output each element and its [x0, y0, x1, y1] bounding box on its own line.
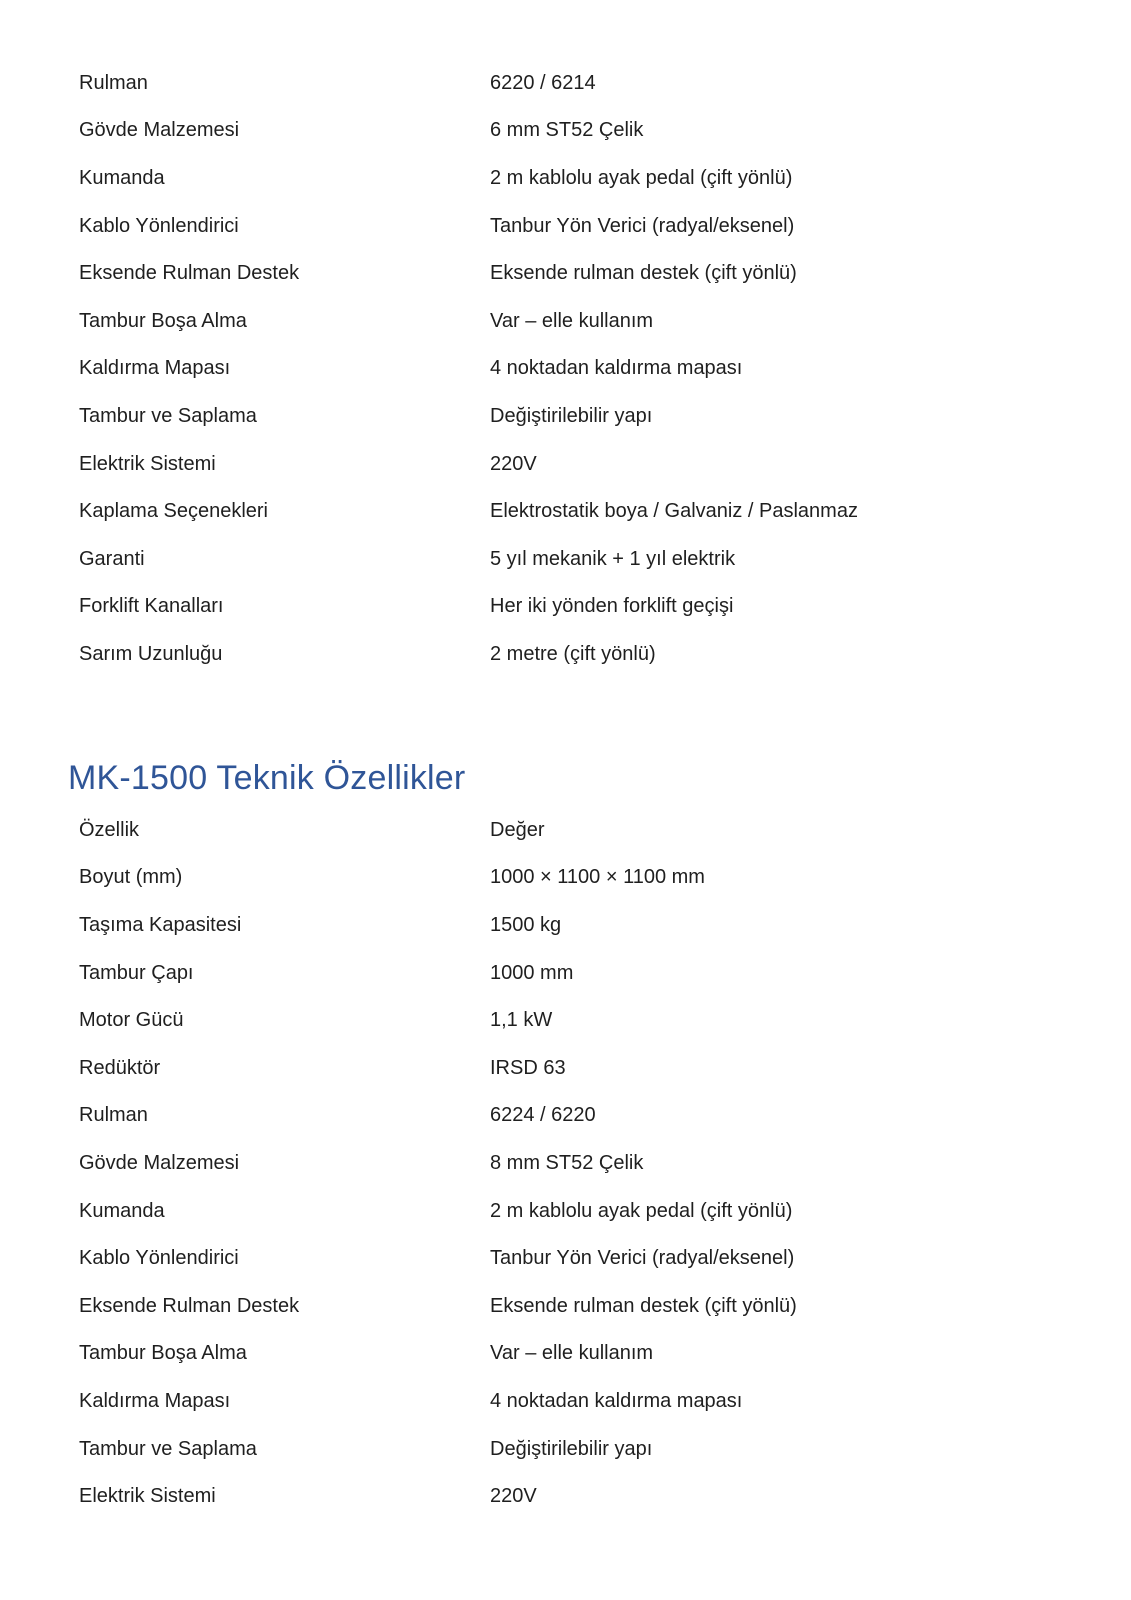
spec-label: Elektrik Sistemi — [79, 1485, 216, 1508]
table-row — [79, 901, 1059, 949]
spec-label: Rulman — [79, 71, 148, 94]
spec-label: Boyut (mm) — [79, 866, 183, 889]
table-row — [79, 154, 1059, 202]
spec-value: 4 noktadan kaldırma mapası — [490, 1389, 743, 1412]
spec-value: 1,1 kW — [490, 1009, 553, 1032]
spec-value: 1500 kg — [490, 913, 562, 936]
spec-value: 1000 × 1100 × 1100 mm — [490, 866, 705, 889]
section-heading: MK-1500 Teknik Özellikler — [68, 759, 466, 797]
table-row — [79, 202, 1059, 250]
spec-value: 220V — [490, 452, 537, 475]
spec-value: Eksende rulman destek (çift yönlü) — [490, 262, 797, 285]
spec-value: Var – elle kullanım — [490, 1342, 654, 1365]
spec-label: Kumanda — [79, 166, 165, 189]
spec-table-mk1500 — [79, 806, 1059, 1520]
spec-label: Tambur Boşa Alma — [79, 1342, 247, 1365]
table-row — [79, 297, 1059, 345]
spec-label: Rulman — [79, 1104, 148, 1127]
spec-label: Sarım Uzunluğu — [79, 642, 223, 665]
table-row — [79, 1472, 1059, 1520]
spec-label: Gövde Malzemesi — [79, 1151, 240, 1174]
spec-label: Elektrik Sistemi — [79, 452, 216, 475]
spec-value: 6224 / 6220 — [490, 1104, 596, 1127]
spec-value: 2 m kablolu ayak pedal (çift yönlü) — [490, 166, 793, 189]
spec-label: Tambur ve Saplama — [79, 1437, 257, 1460]
spec-value: 2 metre (çift yönlü) — [490, 642, 656, 665]
column-header-feature: Özellik — [79, 818, 140, 841]
spec-label: Kablo Yönlendirici — [79, 214, 239, 237]
table-row — [79, 487, 1059, 535]
spec-label: Tambur Çapı — [79, 961, 194, 984]
spec-value: 4 noktadan kaldırma mapası — [490, 357, 743, 380]
table-row — [79, 996, 1059, 1044]
spec-value: Tanbur Yön Verici (radyal/eksenel) — [490, 214, 795, 237]
table-row — [79, 440, 1059, 488]
spec-label: Taşıma Kapasitesi — [79, 913, 242, 936]
table-header-row — [79, 806, 1059, 854]
spec-label: Tambur Boşa Alma — [79, 309, 247, 332]
table-row — [79, 1282, 1059, 1330]
spec-value: Değiştirilebilir yapı — [490, 404, 653, 427]
spec-label: Motor Gücü — [79, 1009, 184, 1032]
spec-value: Değiştirilebilir yapı — [490, 1437, 653, 1460]
spec-value: 1000 mm — [490, 961, 574, 984]
spec-value: Var – elle kullanım — [490, 309, 654, 332]
spec-label: Tambur ve Saplama — [79, 404, 257, 427]
spec-label: Eksende Rulman Destek — [79, 1294, 300, 1317]
table-row — [79, 1234, 1059, 1282]
spec-value: 6220 / 6214 — [490, 71, 596, 94]
table-row — [79, 1044, 1059, 1092]
spec-label: Forklift Kanalları — [79, 595, 224, 618]
table-row — [79, 249, 1059, 297]
table-row — [79, 630, 1059, 678]
table-row — [79, 1425, 1059, 1473]
table-row — [79, 583, 1059, 631]
table-row — [79, 1092, 1059, 1140]
spec-label: Kablo Yönlendirici — [79, 1247, 239, 1270]
table-row — [79, 345, 1059, 393]
spec-label: Kaldırma Mapası — [79, 357, 231, 380]
spec-value: IRSD 63 — [490, 1056, 566, 1079]
table-row — [79, 392, 1059, 440]
table-row — [79, 59, 1059, 107]
spec-value: 8 mm ST52 Çelik — [490, 1151, 644, 1174]
spec-label: Gövde Malzemesi — [79, 119, 240, 142]
table-row — [79, 535, 1059, 583]
table-row — [79, 1187, 1059, 1235]
spec-table-continued — [79, 59, 1059, 678]
table-row — [79, 1139, 1059, 1187]
spec-label: Eksende Rulman Destek — [79, 262, 300, 285]
table-row — [79, 107, 1059, 155]
column-header-value: Değer — [490, 818, 545, 841]
spec-label: Kumanda — [79, 1199, 165, 1222]
spec-value: 2 m kablolu ayak pedal (çift yönlü) — [490, 1199, 793, 1222]
spec-value: Her iki yönden forklift geçişi — [490, 595, 734, 618]
table-row — [79, 1377, 1059, 1425]
spec-label: Redüktör — [79, 1056, 161, 1079]
spec-value: Tanbur Yön Verici (radyal/eksenel) — [490, 1247, 795, 1270]
spec-label: Kaplama Seçenekleri — [79, 500, 268, 523]
spec-value: 220V — [490, 1485, 537, 1508]
spec-value: 5 yıl mekanik + 1 yıl elektrik — [490, 547, 736, 570]
table-row — [79, 949, 1059, 997]
spec-value: Elektrostatik boya / Galvaniz / Paslanmaz — [490, 500, 858, 523]
table-row — [79, 1330, 1059, 1378]
spec-value: 6 mm ST52 Çelik — [490, 119, 644, 142]
spec-value: Eksende rulman destek (çift yönlü) — [490, 1294, 797, 1317]
spec-label: Kaldırma Mapası — [79, 1389, 231, 1412]
spec-label: Garanti — [79, 547, 145, 570]
table-row — [79, 854, 1059, 902]
